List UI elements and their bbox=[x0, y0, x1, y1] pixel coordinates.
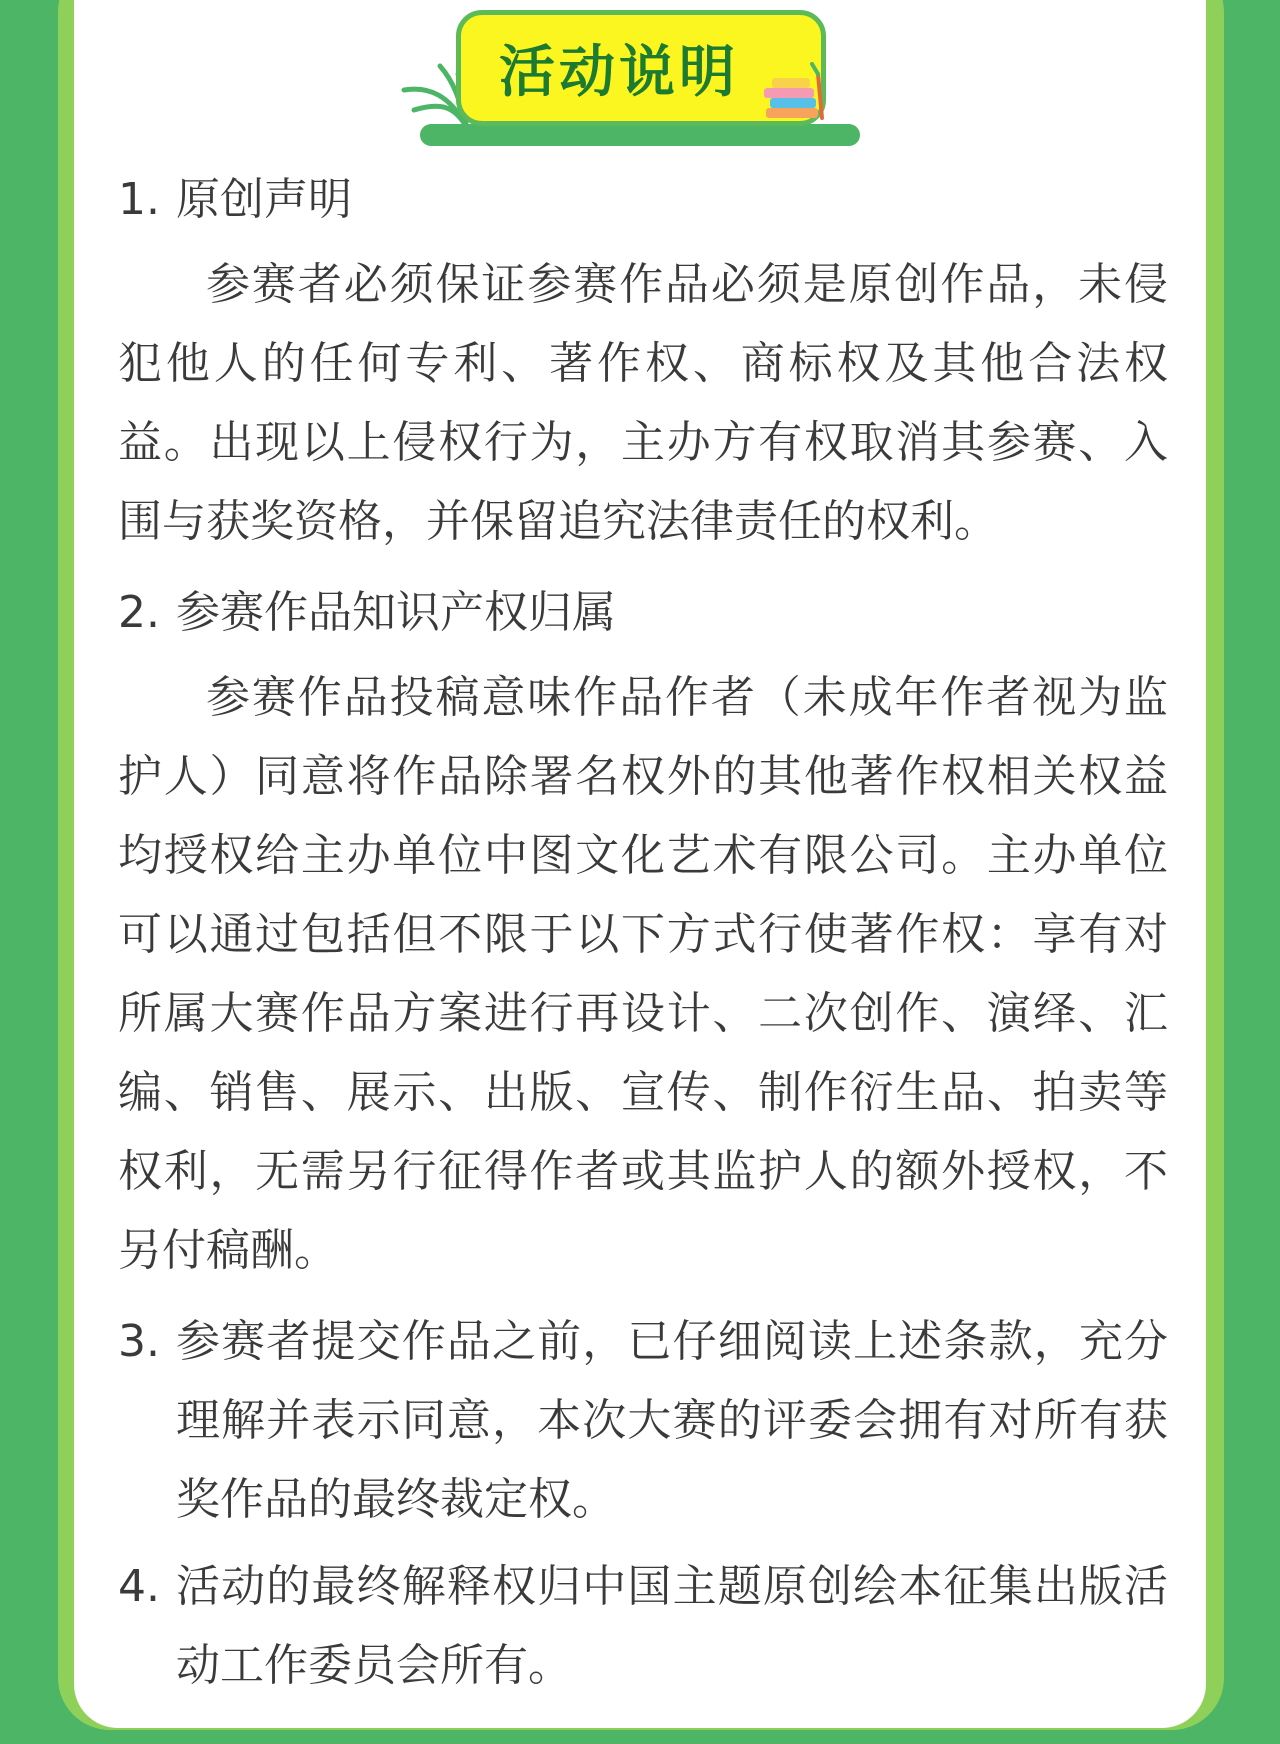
books-icon bbox=[760, 54, 840, 134]
section-heading bbox=[118, 573, 1168, 652]
section-number: 1. bbox=[118, 174, 160, 225]
section-heading bbox=[118, 160, 1168, 239]
section-body: 参赛者必须保证参赛作品必须是原创作品，未侵犯他人的任何专利、著作权、商标权及其他合法权益。出现以上侵权行为，主办方有权取消其参赛、入围与获奖资格，并保留追究法律责任的权利。 bbox=[118, 259, 1168, 547]
section-number: 2. bbox=[118, 587, 160, 638]
item-number: 3. bbox=[118, 1316, 160, 1367]
item-text: 参赛者提交作品之前，已仔细阅读上述条款，充分理解并表示同意，本次大赛的评委会拥有对所有获奖作品的最终裁定权。 bbox=[176, 1316, 1168, 1525]
list-item bbox=[118, 1547, 1168, 1705]
section-body: 参赛作品投稿意味作品作者（未成年作者视为监护人）同意将作品除署名权外的其他著作权相关权益均授权给主办单位中图文化艺术有限公司。主办单位可以通过包括但不限于以下方式行使著作权：享有对所属大赛作品方案进行再设计、二次创作、演绎、汇编、销售、展示、出版、宣传、制作衍生品、拍卖等权利，无需另行征得作者或其监护人的额外授权，不另付稿酬。 bbox=[118, 672, 1168, 1276]
section-title: 原创声明 bbox=[176, 174, 352, 225]
section-title: 参赛作品知识产权归属 bbox=[176, 587, 616, 638]
item-number: 4. bbox=[118, 1561, 160, 1612]
list-item bbox=[118, 1302, 1168, 1539]
item-text: 活动的最终解释权归中国主题原创绘本征集出版活动工作委员会所有。 bbox=[176, 1561, 1168, 1691]
page-title: 活动说明 bbox=[499, 40, 739, 105]
title-badge bbox=[400, 6, 870, 146]
rules-content bbox=[118, 160, 1168, 1705]
